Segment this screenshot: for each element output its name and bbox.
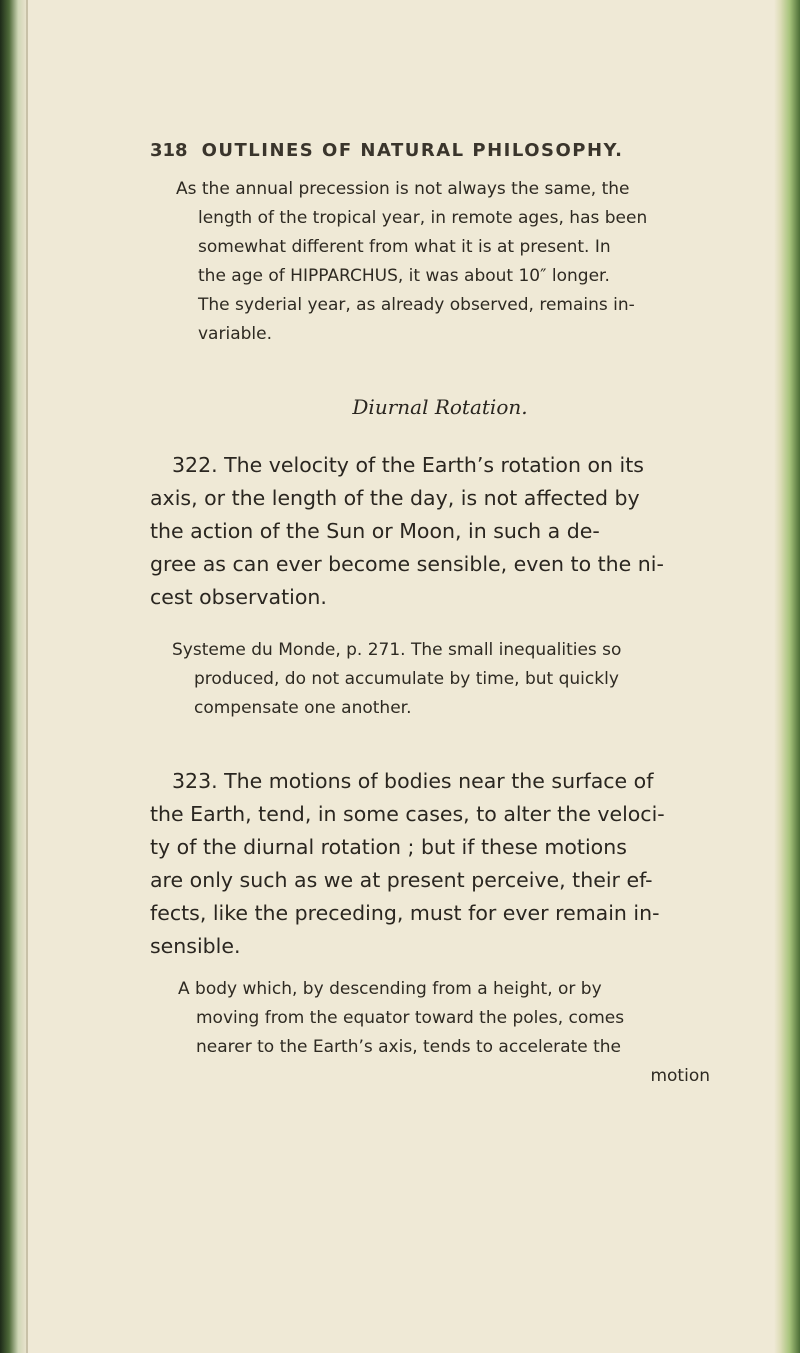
page-edge	[26, 0, 28, 1353]
text-line: 323. The motions of bodies near the surface of	[172, 769, 654, 793]
text-line: variable.	[198, 324, 272, 344]
paragraph-323	[150, 765, 730, 963]
catchword: motion	[650, 1066, 710, 1086]
text-line: fects, like the preceding, must for ever remain in-	[150, 901, 660, 925]
page-binding-right	[774, 0, 800, 1353]
text-line: ty of the diurnal rotation ; but if these motions	[150, 835, 627, 859]
text-line: are only such as we at present perceive, their ef-	[150, 868, 653, 892]
text-line: somewhat different from what it is at present. In	[198, 237, 611, 257]
note-322	[150, 636, 730, 723]
text-line: length of the tropical year, in remote ages, has been	[198, 208, 648, 228]
text-line: the age of HIPPARCHUS, it was about 10″ longer.	[198, 266, 610, 286]
page-binding-left	[0, 0, 26, 1353]
text-line: A body which, by descending from a height, or by	[178, 979, 602, 999]
section-title: Diurnal Rotation.	[352, 395, 528, 419]
text-line: cest observation.	[150, 585, 327, 609]
note-323	[150, 975, 730, 1091]
text-line: axis, or the length of the day, is not affected by	[150, 486, 640, 510]
text-line: nearer to the Earth’s axis, tends to accelerate the	[196, 1037, 622, 1057]
page-number: 318	[150, 140, 188, 161]
text-line: The syderial year, as already observed, remains in-	[198, 295, 635, 315]
running-header	[150, 140, 730, 161]
text-line: 322. The velocity of the Earth’s rotation on its	[172, 453, 644, 477]
text-line: As the annual precession is not always the same, the	[176, 179, 630, 199]
intro-paragraph	[176, 175, 730, 349]
text-line: produced, do not accumulate by time, but quickly	[194, 669, 619, 689]
text-line: sensible.	[150, 934, 241, 958]
text-line: the action of the Sun or Moon, in such a de-	[150, 519, 600, 543]
running-title: OUTLINES OF NATURAL PHILOSOPHY.	[201, 140, 624, 161]
text-line: the Earth, tend, in some cases, to alter the veloci-	[150, 802, 665, 826]
paragraph-322	[150, 449, 730, 614]
text-line: compensate one another.	[194, 698, 412, 718]
text-line: moving from the equator toward the poles, comes	[196, 1008, 625, 1028]
text-line: Systeme du Monde, p. 271. The small inequalities so	[172, 640, 622, 660]
text-line: gree as can ever become sensible, even to the ni-	[150, 552, 664, 576]
page-content	[150, 140, 730, 1091]
